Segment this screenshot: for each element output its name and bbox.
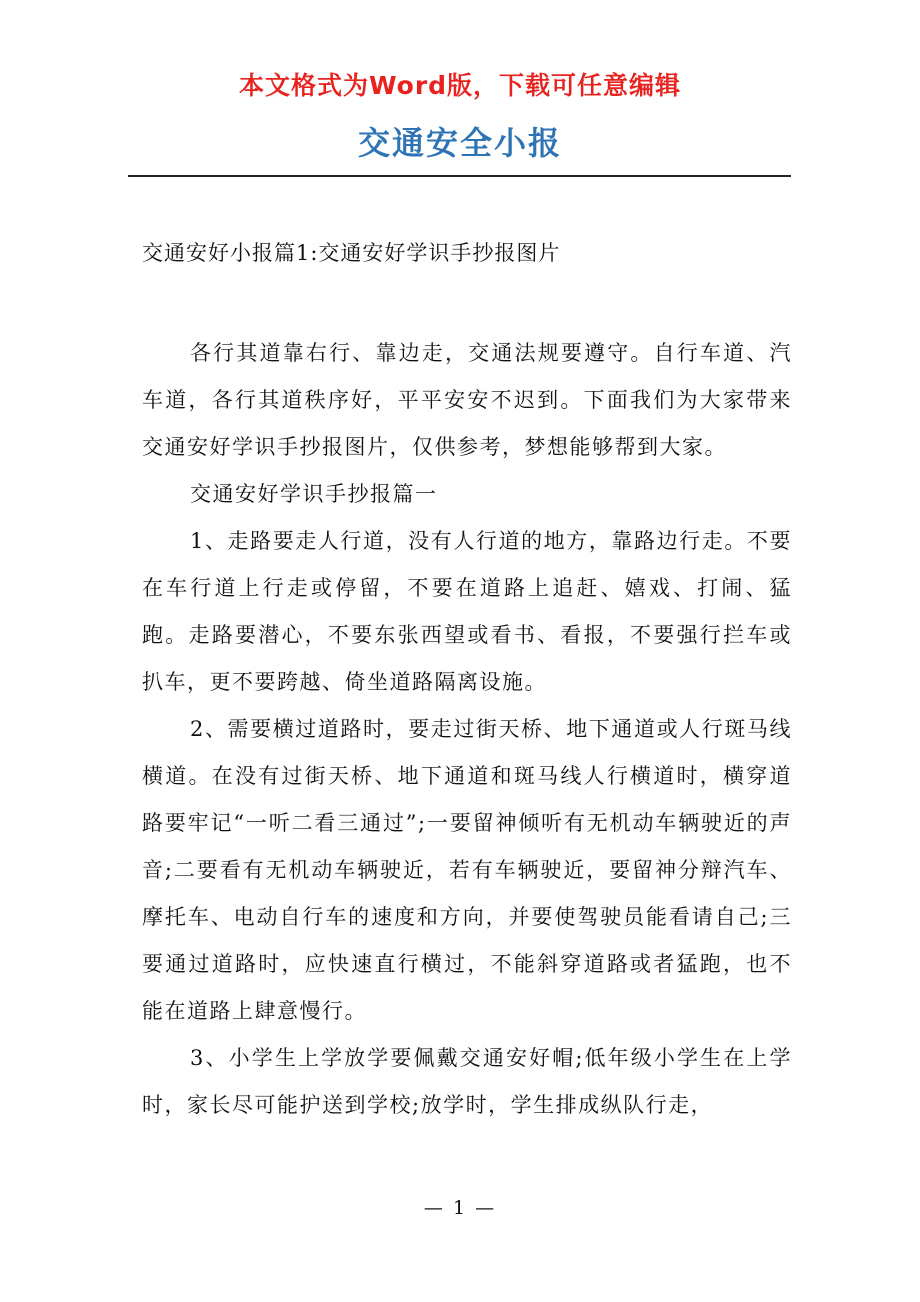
- paragraph: 交通安好学识手抄报篇一: [190, 482, 438, 506]
- format-notice-banner: 本文格式为Word版，下载可任意编辑: [238, 71, 682, 100]
- title-divider: [128, 175, 791, 177]
- page-title: 交通安全小报: [357, 124, 562, 162]
- page-number: — 1 —: [423, 1197, 497, 1219]
- paragraph: 2、需要横过道路时，要走过街天桥、地下通道或人行斑马线横道。在没有过街天桥、地下通道和斑马线人行横道时，横穿道路要牢记“一听二看三通过”;一要留神倾听有无机动车辆驶近的声音;二要看有无机动车辆驶近，若有车辆驶近，要留神分辩汽车、摩托车、电动自行车的速度和方向，并要使驾驶员能看请自己;三要通过道路时，应快速直行横过，不能斜穿道路或者猛跑，也不能在道路上肆意慢行。: [142, 717, 792, 1023]
- paragraph: 各行其道靠右行、靠边走，交通法规要遵守。自行车道、汽车道，各行其道秩序好，平平安安不迟到。下面我们为大家带来交通安好学识手抄报图片，仅供参考，梦想能够帮到大家。: [142, 341, 792, 459]
- section-heading: 交通安好小报篇1:交通安好学识手抄报图片: [142, 241, 561, 265]
- body-text: [142, 330, 792, 1129]
- paragraph: 1、走路要走人行道，没有人行道的地方，靠路边行走。不要在车行道上行走或停留，不要在道路上追赶、嬉戏、打闹、猛跑。走路要潜心，不要东张西望或看书、看报，不要强行拦车或扒车，更不要跨越、倚坐道路隔离设施。: [142, 529, 792, 694]
- paragraph: 3、小学生上学放学要佩戴交通安好帽;低年级小学生在上学时，家长尽可能护送到学校;放学时，学生排成纵队行走，: [142, 1046, 792, 1117]
